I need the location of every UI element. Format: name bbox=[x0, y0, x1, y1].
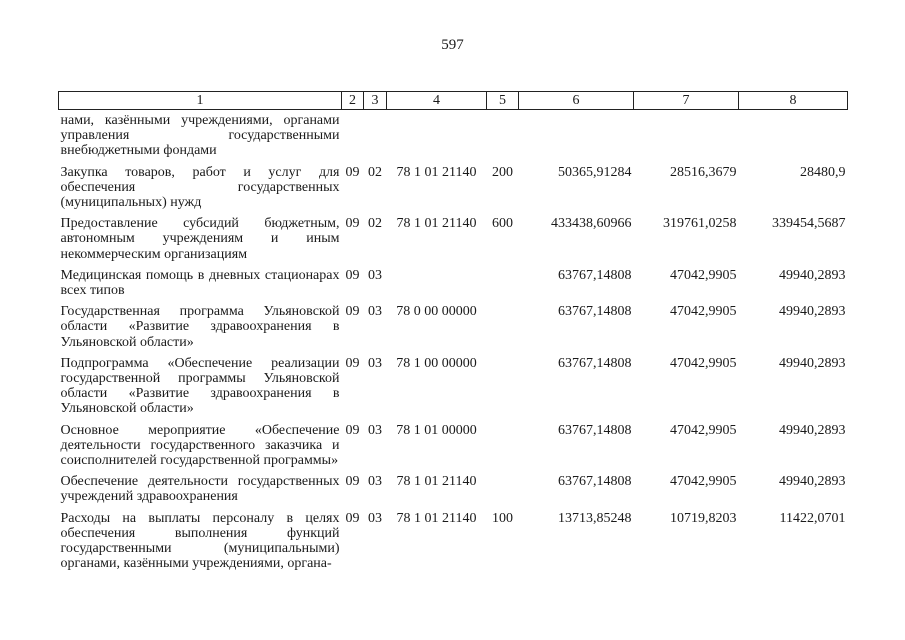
row-expense-type: 200 bbox=[492, 164, 513, 180]
row-amount-2: 47042,9905 bbox=[670, 474, 737, 490]
row-section: 09 bbox=[345, 355, 360, 371]
row-amount-3: 49940,2893 bbox=[779, 474, 846, 490]
row-description: Медицинская помощь в дневных стационарах всех типов bbox=[60, 267, 340, 299]
row-amount-2: 47042,9905 bbox=[670, 304, 737, 320]
row-amount-2: 47042,9905 bbox=[670, 422, 737, 438]
row-section: 09 bbox=[345, 510, 360, 526]
row-target-article bbox=[387, 262, 487, 298]
row-amount-3: 49940,2893 bbox=[779, 355, 846, 371]
row-amount-1: 13713,85248 bbox=[558, 510, 632, 526]
row-amount-1: 63767,14808 bbox=[558, 267, 632, 283]
row-amount-3: 28480,9 bbox=[800, 164, 846, 180]
row-amount-3: 49940,2893 bbox=[779, 267, 846, 283]
table-row bbox=[59, 210, 848, 262]
row-section: 09 bbox=[345, 164, 360, 180]
header-col-2: 2 bbox=[342, 92, 364, 110]
row-expense-type bbox=[487, 298, 519, 350]
row-subsection: 02 bbox=[368, 164, 382, 180]
row-target-article bbox=[387, 110, 487, 159]
row-amount-2: 10719,8203 bbox=[670, 510, 737, 526]
row-amount-3: 339454,5687 bbox=[772, 216, 846, 232]
row-subsection: 03 bbox=[368, 422, 382, 438]
row-target-article: 78 1 01 00000 bbox=[396, 422, 477, 438]
row-target-article: 78 1 01 21140 bbox=[396, 164, 477, 180]
row-amount-3 bbox=[739, 110, 848, 159]
table-row bbox=[59, 350, 848, 417]
row-amount-1: 63767,14808 bbox=[558, 422, 632, 438]
row-description: нами, казёнными учреждениями, органами управления государственными внебюджетными фондами bbox=[60, 113, 340, 159]
row-amount-2: 47042,9905 bbox=[670, 355, 737, 371]
row-description: Обеспечение деятельности государственных учреждений здравоохранения bbox=[60, 474, 340, 505]
row-amount-1: 63767,14808 bbox=[558, 304, 632, 320]
row-description: Государственная программа Ульяновской области «Развитие здравоохранения в Ульяновской области» bbox=[60, 304, 340, 350]
header-col-1: 1 bbox=[59, 92, 342, 110]
table-row bbox=[59, 110, 848, 159]
row-description: Закупка товаров, работ и услуг для обеспечения государственных (муниципальных) нужд bbox=[60, 164, 340, 211]
table-row bbox=[59, 159, 848, 211]
row-section: 09 bbox=[345, 422, 360, 438]
row-amount-1: 433438,60966 bbox=[551, 216, 632, 232]
row-description: Расходы на выплаты персоналу в целях обеспечения выполнения функций государственными (муниципальными) органами, казёнными учреждениями, органа- bbox=[60, 510, 340, 572]
page-number: 597 bbox=[441, 37, 464, 53]
row-target-article: 78 1 01 21140 bbox=[396, 510, 477, 526]
row-subsection: 03 bbox=[368, 474, 382, 490]
row-target-article: 78 1 01 21140 bbox=[396, 216, 477, 232]
row-expense-type bbox=[487, 262, 519, 298]
header-col-4: 4 bbox=[387, 92, 487, 110]
header-col-6: 6 bbox=[519, 92, 634, 110]
row-subsection bbox=[364, 110, 387, 159]
row-description: Предоставление субсидий бюджетным, автономным учреждениям и иным некоммерческим организациям bbox=[60, 216, 340, 262]
header-row bbox=[59, 92, 848, 110]
row-section: 09 bbox=[345, 216, 360, 232]
row-amount-3: 11422,0701 bbox=[779, 510, 846, 526]
row-expense-type: 600 bbox=[492, 216, 513, 232]
row-amount-1: 63767,14808 bbox=[558, 355, 632, 371]
row-subsection: 03 bbox=[368, 355, 382, 371]
budget-table bbox=[58, 91, 848, 571]
row-subsection: 02 bbox=[368, 216, 382, 232]
row-expense-type bbox=[487, 350, 519, 417]
row-expense-type bbox=[487, 468, 519, 504]
row-target-article: 78 0 00 00000 bbox=[396, 304, 477, 320]
header-col-5: 5 bbox=[487, 92, 519, 110]
row-subsection: 03 bbox=[368, 510, 382, 526]
header-col-7: 7 bbox=[634, 92, 739, 110]
table-row bbox=[59, 417, 848, 469]
row-target-article: 78 1 01 21140 bbox=[396, 474, 477, 490]
row-amount-3: 49940,2893 bbox=[779, 304, 846, 320]
table-body bbox=[59, 110, 848, 572]
row-section: 09 bbox=[345, 267, 360, 283]
header-col-3: 3 bbox=[364, 92, 387, 110]
table-row bbox=[59, 298, 848, 350]
row-subsection: 03 bbox=[368, 267, 382, 283]
row-amount-1: 63767,14808 bbox=[558, 474, 632, 490]
row-expense-type bbox=[487, 417, 519, 469]
header-col-8: 8 bbox=[739, 92, 848, 110]
table-header bbox=[59, 92, 848, 110]
row-amount-2: 28516,3679 bbox=[670, 164, 737, 180]
row-expense-type bbox=[487, 110, 519, 159]
row-amount-2: 319761,0258 bbox=[663, 216, 737, 232]
row-section bbox=[342, 110, 364, 159]
row-expense-type: 100 bbox=[492, 510, 513, 526]
row-subsection: 03 bbox=[368, 304, 382, 320]
row-section: 09 bbox=[345, 474, 360, 490]
table-row bbox=[59, 505, 848, 572]
row-amount-1: 50365,91284 bbox=[558, 164, 632, 180]
row-amount-1 bbox=[519, 110, 634, 159]
table-row bbox=[59, 262, 848, 298]
row-amount-2 bbox=[634, 110, 739, 159]
table-row bbox=[59, 468, 848, 504]
row-amount-2: 47042,9905 bbox=[670, 267, 737, 283]
row-section: 09 bbox=[345, 304, 360, 320]
row-description: Подпрограмма «Обеспечение реализации государственной программы Ульяновской области «Развитие здравоохранения в Ульяновской области» bbox=[60, 355, 340, 417]
row-description: Основное мероприятие «Обеспечение деятельности государственного заказчика и соисполнителей государственной программы» bbox=[60, 422, 340, 469]
row-target-article: 78 1 00 00000 bbox=[396, 355, 477, 371]
row-amount-3: 49940,2893 bbox=[779, 422, 846, 438]
